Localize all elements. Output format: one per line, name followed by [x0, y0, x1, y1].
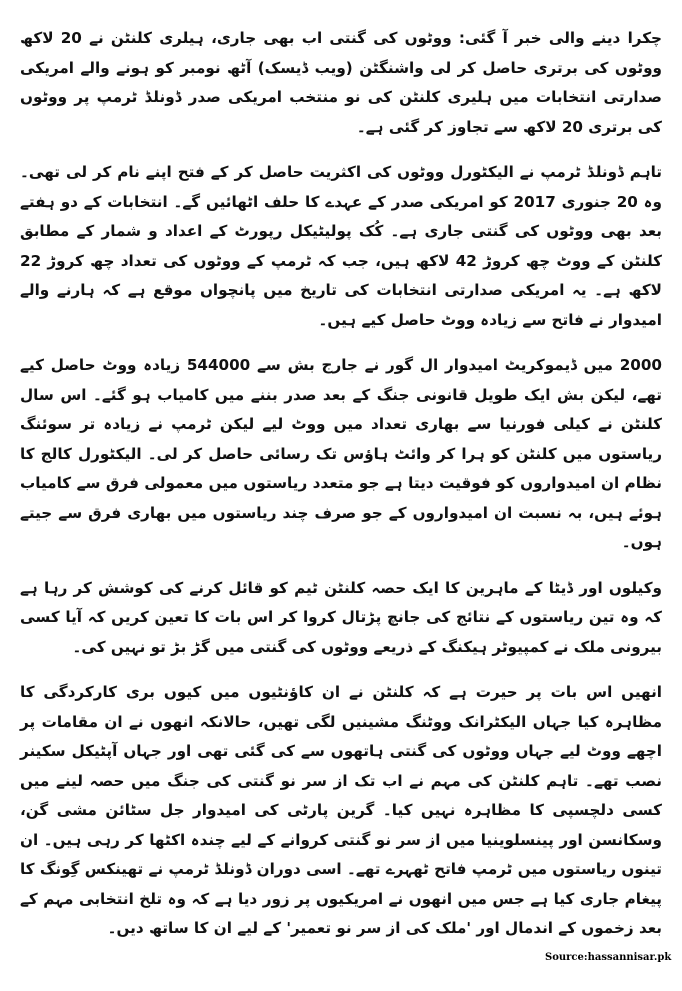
article-paragraph-5: انھیں اس بات پر حیرت ہے کہ کلنٹن نے ان کاؤنٹیوں میں کیوں بری کارکردگی کا مظاہرہ کیا جہاں الیکٹرانک ووٹنگ مشینیں لگی تھیں، حالانکہ انھوں نے ان مقامات پر اچھے ووٹ لیے جہاں ووٹوں کی گنتی ہاتھوں سے کی گئی تھی اور جہاں آپٹیکل سکینر نصب تھے۔ تاہم کلنٹن کی مہم نے اب تک از سر نو گنتی کی جنگ میں حصہ لینے میں کسی دلچسپی کا مظاہرہ نہیں کیا۔ گرین پارٹی کی امیدوار جل سٹائن مشی گن، وسکانسن اور پینسلوینیا میں از سر نو گنتی کروانے کے لیے چندہ اکٹھا کر رہی ہیں۔ ان تینوں ریاستوں میں ٹرمپ فاتح ٹھہرے تھے۔ اسی دوران ڈونلڈ ٹرمپ نے تھینکس گِونگ کا پیغام جاری کیا ہے جس میں انھوں نے امریکیوں پر زور دیا ہے کہ وہ تلخ انتخابی مہم کے بعد زخموں کے اندمال اور 'ملک کی از سر نو تعمیر' کے لیے ان کا ساتھ دیں۔: [20, 683, 662, 937]
article-paragraph-4: وکیلوں اور ڈیٹا کے ماہرین کا ایک حصہ کلنٹن ٹیم کو قائل کرنے کی کوشش کر رہا ہے کہ وہ تین ریاستوں کے نتائج کی جانچ پڑتال کروا کر اس بات کا تعین کریں کہ آیا کسی بیرونی ملک نے کمپیوٹر ہیکنگ کے ذریعے ووٹوں کی گنتی میں گڑ بڑ تو نہیں کی۔: [20, 578, 662, 656]
article-paragraph-2: تاہم ڈونلڈ ٹرمپ نے الیکٹورل ووٹوں کی اکثریت حاصل کر کے فتح اپنے نام کر لی تھی۔ وہ 20 جنوری 2017 کو امریکی صدر کے عہدے کا حلف اٹھائیں گے۔ انتخابات کے دو ہفتے بعد بھی ووٹوں کی گنتی جاری ہے۔ کُک پولیٹیکل رپورٹ کے اعداد و شمار کے مطابق کلنٹن کے ووٹ چھ کروڑ 42 لاکھ ہیں، جب کہ ٹرمپ کے ووٹوں کی تعداد چھ کروڑ 22 لاکھ ہے۔ یہ امریکی صدارتی انتخابات کی تاریخ میں پانچواں موقع ہے کہ ہارنے والے امیدوار نے فاتح سے زیادہ ووٹ حاصل کیے ہیں۔: [20, 163, 662, 329]
article-paragraph-3: 2000 میں ڈیموکریٹ امیدوار ال گور نے جارج بش سے 544000 زیادہ ووٹ حاصل کیے تھے، لیکن بش ایک طویل قانونی جنگ کے بعد صدر بننے میں کامیاب ہو گئے۔ اس سال کلنٹن نے کیلی فورنیا سے بھاری تعداد میں ووٹ لیے لیکن ٹرمپ نے زیادہ تر سوئنگ ریاستوں میں کلنٹن کو ہرا کر وائٹ ہاؤس تک رسائی حاصل کر لی۔ الیکٹورل کالج کا نظام ان امیدواروں کو فوقیت دیتا ہے جو متعدد ریاستوں میں معمولی فرق سے کامیاب ہوئے ہیں، بہ نسبت ان امیدواروں کے جو صرف چند ریاستوں میں بھاری فرق سے جیتے ہوں۔: [20, 356, 662, 551]
article-paragraph-1: چکرا دینے والی خبر آ گئی: ووٹوں کی گنتی اب بھی جاری، ہیلری کلنٹن نے 20 لاکھ ووٹوں کی برتری حاصل کر لی واشنگٹن (ویب ڈیسک) آٹھ نومبر کو ہونے والے امریکی صدارتی انتخابات میں ہلیری کلنٹن کی نو منتخب امریکی صدر ڈونلڈ ٹرمپ پر ووٹوں کی برتری 20 لاکھ سے تجاوز کر گئی ہے۔: [20, 29, 662, 136]
source-credit: Source:hassannisar.pk: [545, 952, 672, 963]
article-body: [20, 24, 662, 960]
